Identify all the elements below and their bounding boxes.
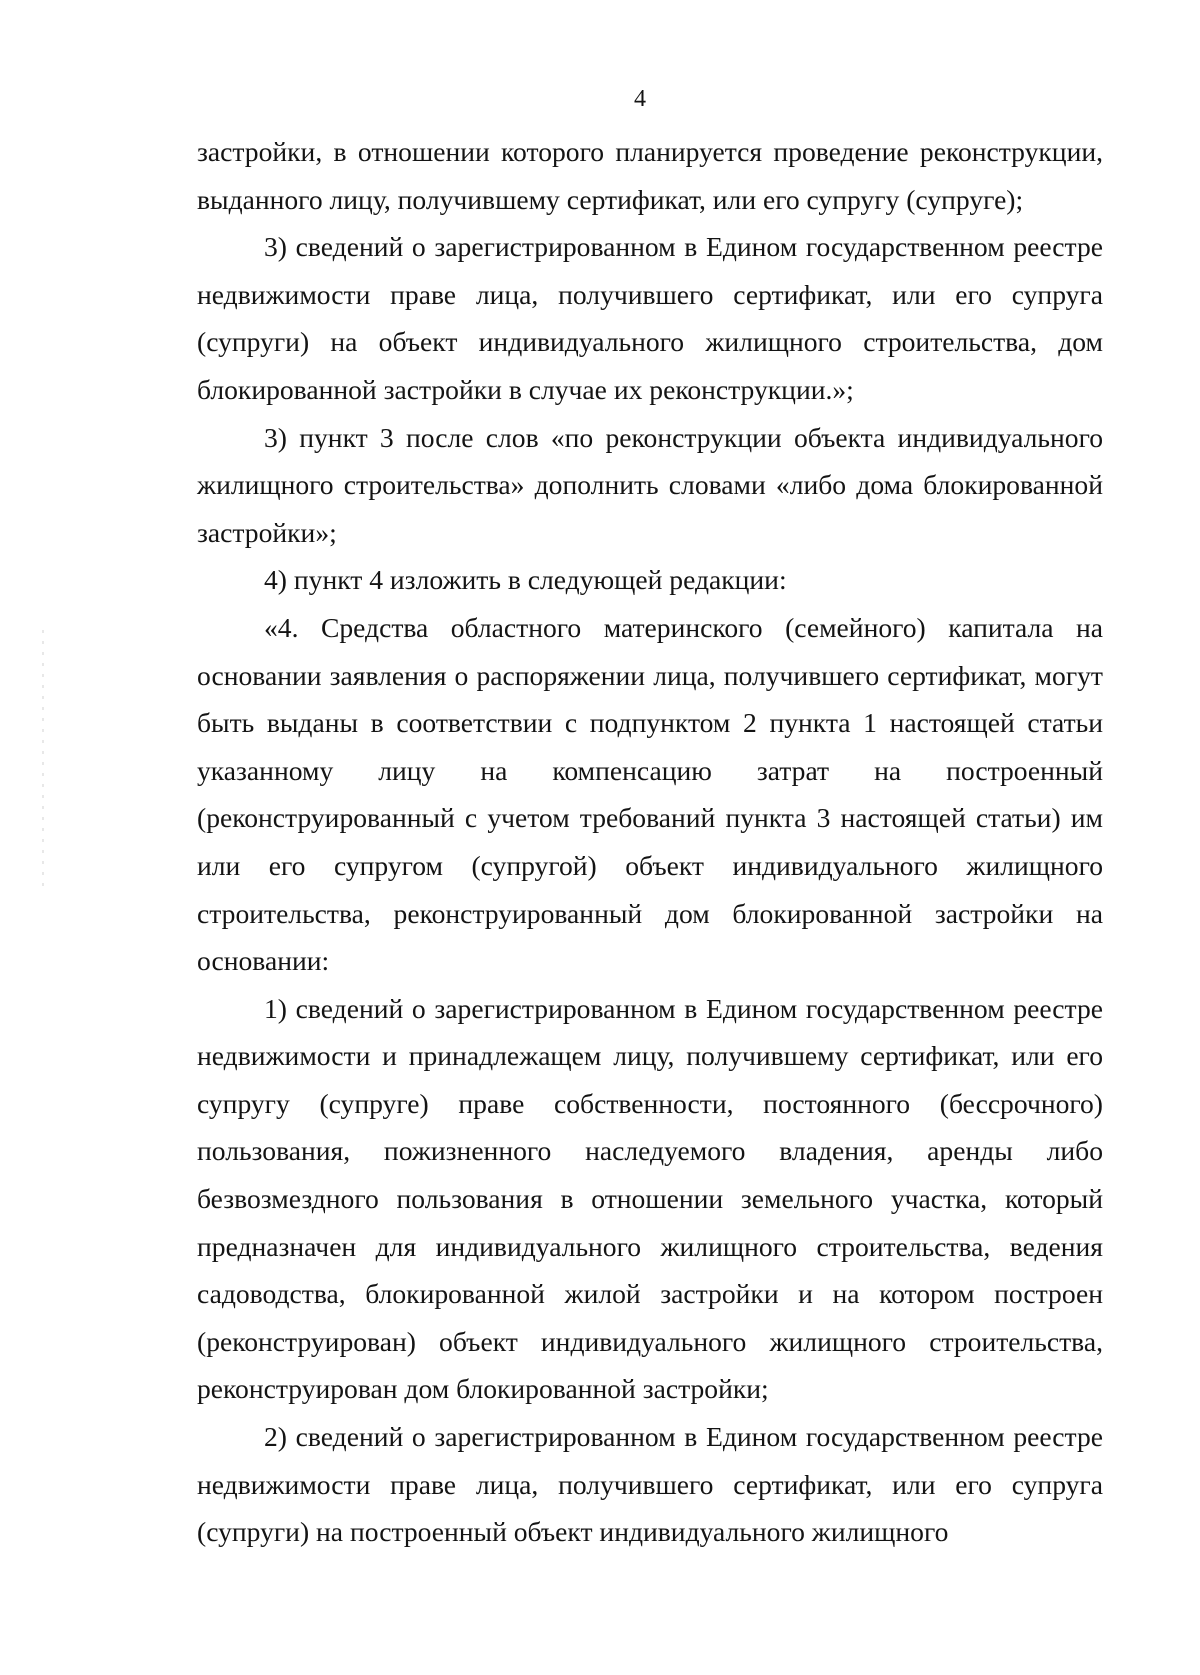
paragraph-subitem-2: 2) сведений о зарегистрированном в Едином государственном реестре недвижимости праве лица, получившего сертификат, или его супруга (супруги) на построенный объект индивидуального жилищного	[197, 1421, 1103, 1548]
paragraph-item-3-amendment: 3) пункт 3 после слов «по реконструкции объекта индивидуального жилищного строительства» дополнить словами «либо дома блокированной застройки»;	[197, 421, 1103, 548]
paragraph-item-4-amendment: 4) пункт 4 изложить в следующей редакции:	[264, 564, 787, 596]
page-number: 4	[634, 86, 646, 112]
document-body	[197, 128, 1103, 1556]
paragraph-clause-4: «4. Средства областного материнского (семейного) капитала на основании заявления о распоряжении лица, получившего сертификат, могут быть выданы в соответствии с подпунктом 2 пункта 1 настоящей статьи указанному лицу на компенсацию затрат на построенный (реконструированный с учетом требований пункта 3 настоящей статьи) им или его супругом (супругой) объект индивидуального жилищного строительства, реконструированный дом блокированной застройки на основании:	[197, 611, 1103, 977]
paragraph-item-3-info: 3) сведений о зарегистрированном в Едином государственном реестре недвижимости праве лица, получившего сертификат, или его супруга (супруги) на объект индивидуального жилищного строительства, дом блокированной застройки в случае их реконструкции.»;	[197, 231, 1103, 405]
paragraph-subitem-1: 1) сведений о зарегистрированном в Едином государственном реестре недвижимости и принадлежащем лицу, получившему сертификат, или его супругу (супруге) праве собственности, постоянного (бессрочного) пользования, пожизненного наследуемого владения, аренды либо безвозмездного пользования в отношении земельного участка, который предназначен для индивидуального жилищного строительства, ведения садоводства, блокированной жилой застройки и на котором построен (реконструирован) объект индивидуального жилищного строительства, реконструирован дом блокированной застройки;	[197, 992, 1103, 1405]
paragraph-continuation: застройки, в отношении которого планируется проведение реконструкции, выданного лицу, получившему сертификат, или его супругу (супруге);	[197, 136, 1103, 215]
scan-artifact	[42, 630, 44, 890]
